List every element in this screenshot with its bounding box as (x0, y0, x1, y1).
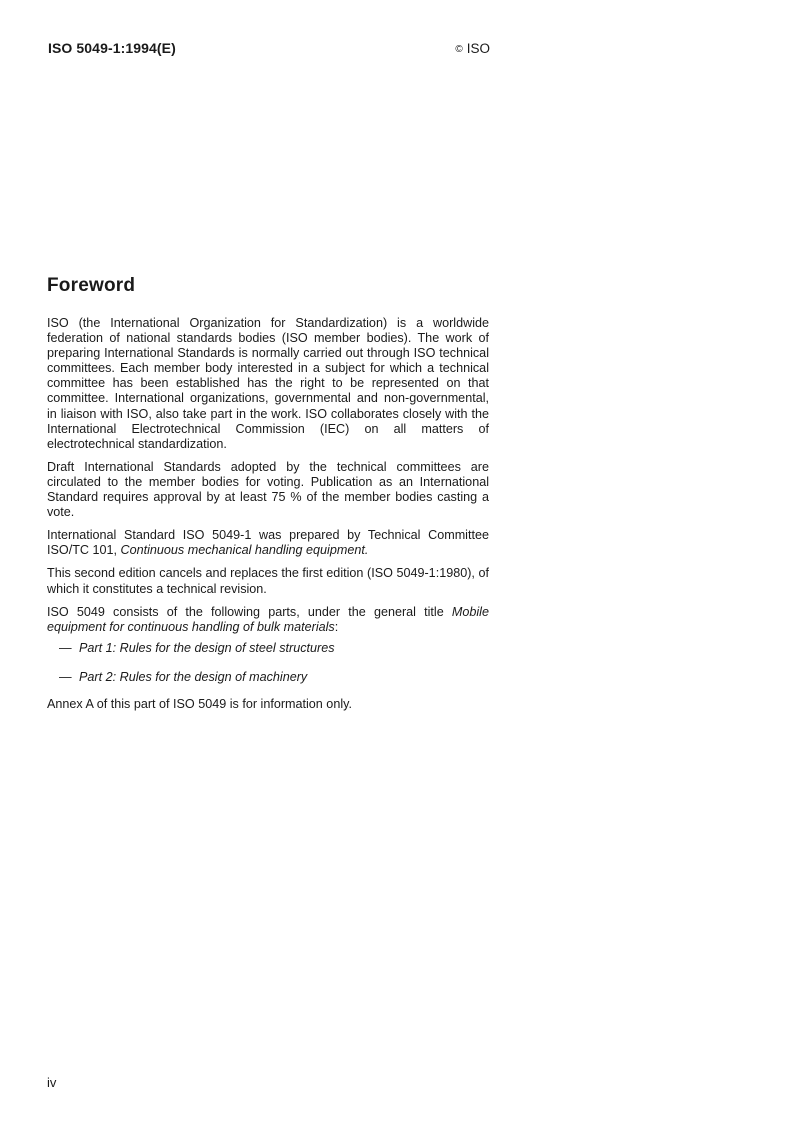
dash-bullet: — (59, 640, 72, 655)
paragraph-annex-note: Annex A of this part of ISO 5049 is for information only. (47, 696, 352, 711)
parts-intro-text: ISO 5049 consists of the following parts, under the general title (47, 604, 452, 619)
paragraph-organization: ISO (the International Organization for Standardization) is a worldwide federation of national standards bodies (ISO member bodies). The work of preparing International Standards is normally carried out through ISO technical committees. Each member body interested in a subject for which a technical committee has been established has the right to be represented on that committee. International organizations, governmental and non-governmental, in liaison with ISO, also take part in the work. ISO collaborates closely with the International Electrotechnical Commission (IEC) on all matters of electrotechnical standardization. (47, 316, 489, 451)
part-label: Part 2: Rules for the design of machinery (79, 669, 308, 684)
foreword-title: Foreword (47, 275, 136, 296)
document-identifier: ISO 5049-1:1994(E) (48, 40, 176, 56)
copyright-org: ISO (466, 41, 490, 56)
page-number: iv (47, 1075, 57, 1090)
paragraph-committee (47, 528, 489, 558)
page-header (48, 40, 490, 60)
paragraph-edition: This second edition cancels and replaces the first edition (ISO 5049-1:1980), of which it constitutes a technical revision. (47, 566, 489, 596)
parts-intro-colon: : (334, 619, 339, 634)
list-item (59, 670, 489, 685)
parts-general-title: Mobile equipment for continuous handling of bulk materials (47, 604, 489, 634)
committee-text: International Standard ISO 5049-1 was prepared by Technical Committee ISO/TC 101, (47, 528, 489, 558)
paragraph-voting: Draft International Standards adopted by the technical committees are circulated to the member bodies for voting. Publication as an International Standard requires approval by at least 75 % of the member bodies casting a vote. (47, 459, 489, 520)
part-label: Part 1: Rules for the design of steel structures (79, 640, 335, 655)
copyright-notice (455, 41, 490, 56)
dash-bullet: — (59, 669, 72, 684)
committee-title: Continuous mechanical handling equipment. (120, 543, 369, 558)
parts-list (47, 641, 489, 685)
copyright-icon: © (455, 44, 463, 55)
paragraph-parts-intro (47, 605, 489, 635)
list-item (59, 641, 489, 656)
foreword-body (47, 316, 489, 720)
